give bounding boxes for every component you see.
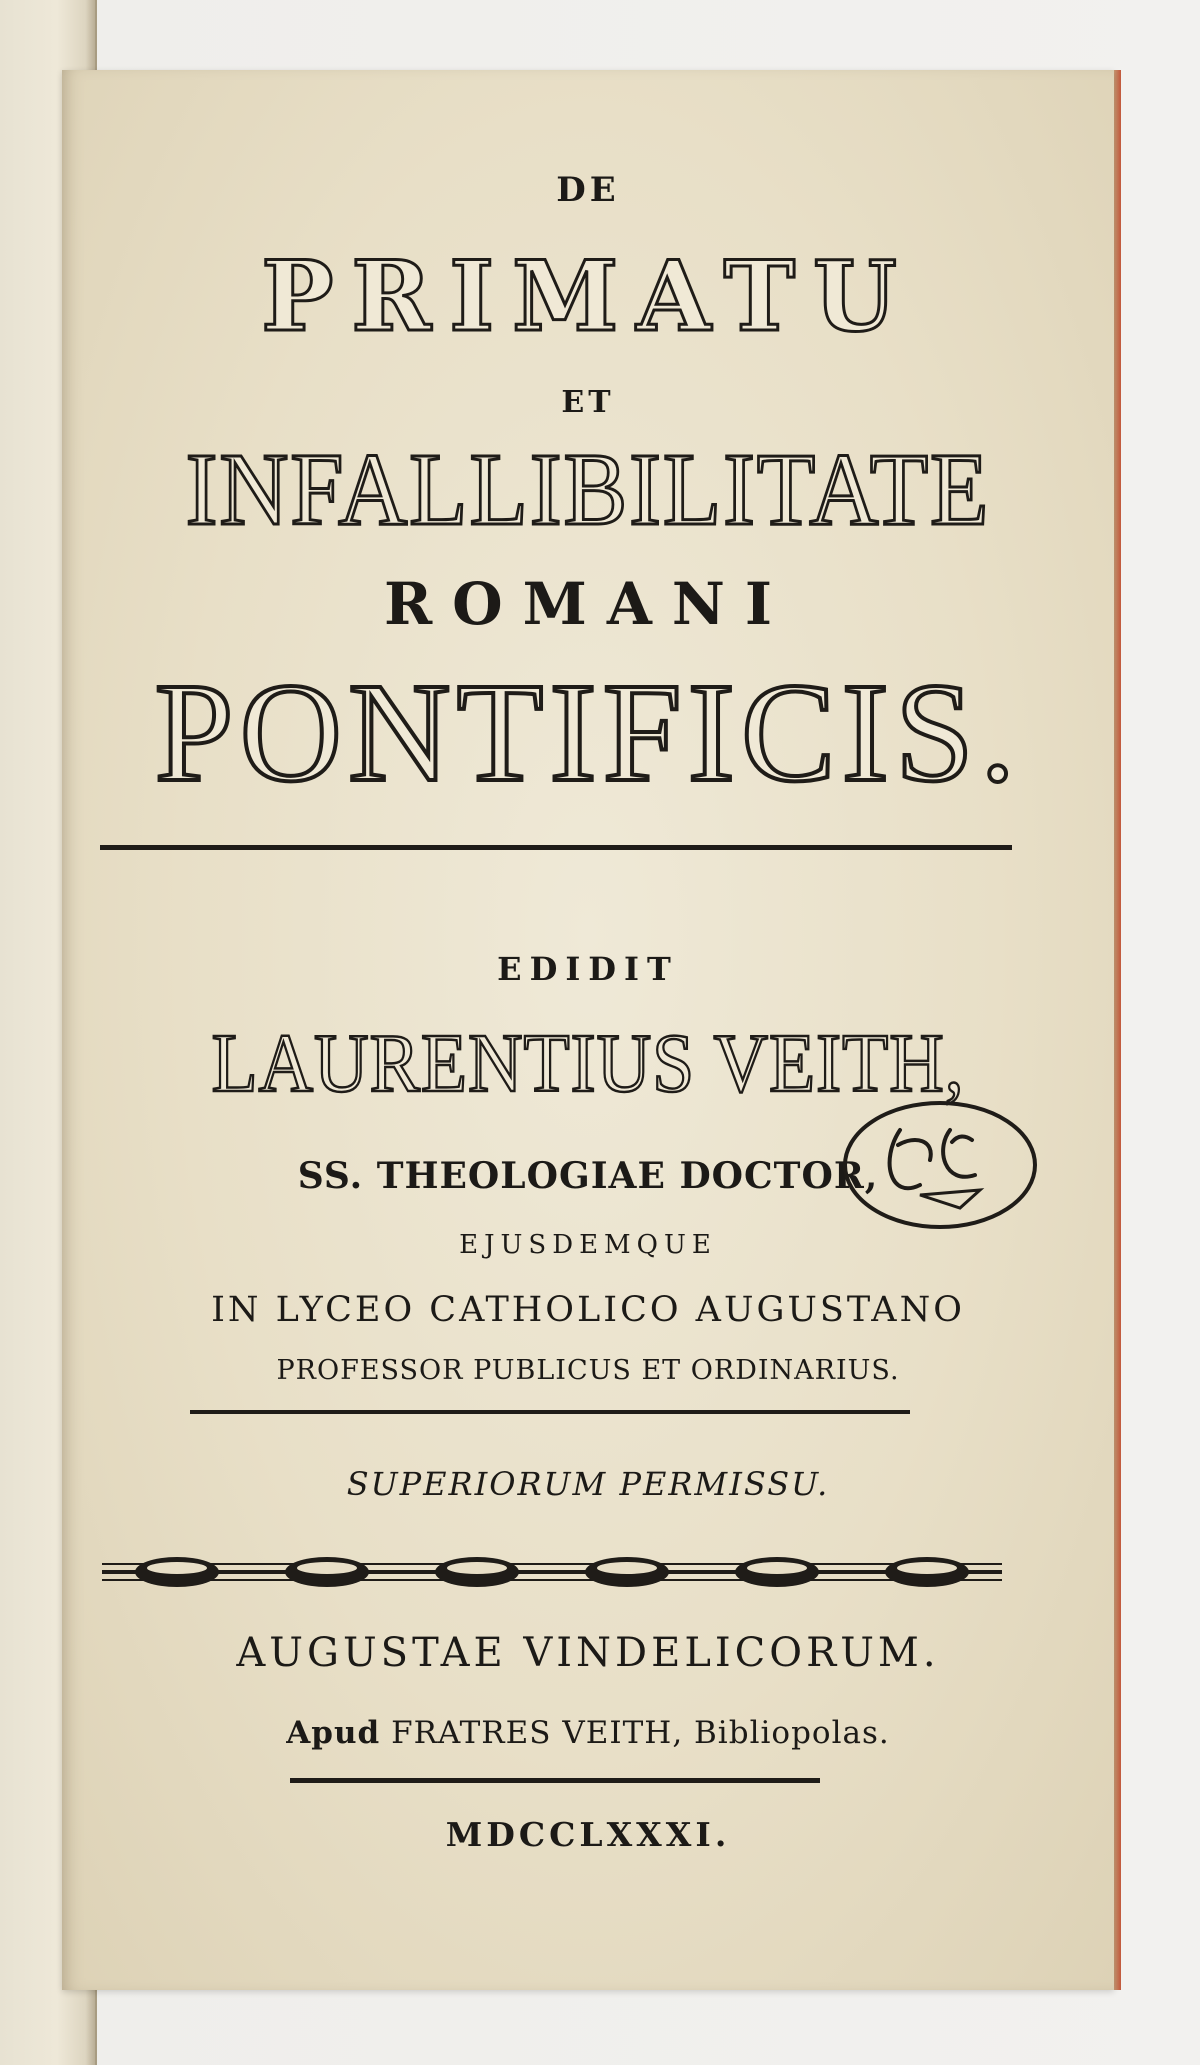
publisher-prefix: Apud [286,1715,381,1751]
permission-line: SUPERIORUM PERMISSU. [346,1465,830,1503]
year-line: MDCCLXXXI. [445,1815,731,1854]
author-name: LAURENTIUS VEITH, [211,1017,965,1110]
place-line: AUGUSTAE VINDELICORUM. [236,1630,940,1676]
title-pontificis: PONTIFICIS. [154,653,1022,811]
ornament-band-icon [102,1550,1002,1594]
ownership-stamp-icon [840,1090,1045,1240]
divider-rule [190,1410,910,1414]
title-page [62,70,1114,1990]
publisher-line [62,1715,1114,1751]
title-de: DE [556,170,620,210]
divider-rule [100,845,1012,850]
divider-rule [290,1778,820,1783]
edidit-label: EDIDIT [497,950,679,988]
publisher-name: FRATRES VEITH, [391,1715,684,1751]
author-title: SS. THEOLOGIAE DOCTOR, [297,1155,879,1197]
title-et: ET [561,385,615,420]
title-romani: ROMANI [383,570,793,638]
professor-line: PROFESSOR PUBLICUS ET ORDINARIUS. [276,1355,900,1386]
title-primatu: PRIMATU [261,240,915,353]
lyceo-line: IN LYCEO CATHOLICO AUGUSTANO [211,1290,965,1330]
publisher-suffix: Bibliopolas. [694,1715,890,1751]
title-infallibilitate: INFALLIBILITATE [185,432,991,547]
ejusdemque-line: EJUSDEMQUE [459,1230,717,1260]
